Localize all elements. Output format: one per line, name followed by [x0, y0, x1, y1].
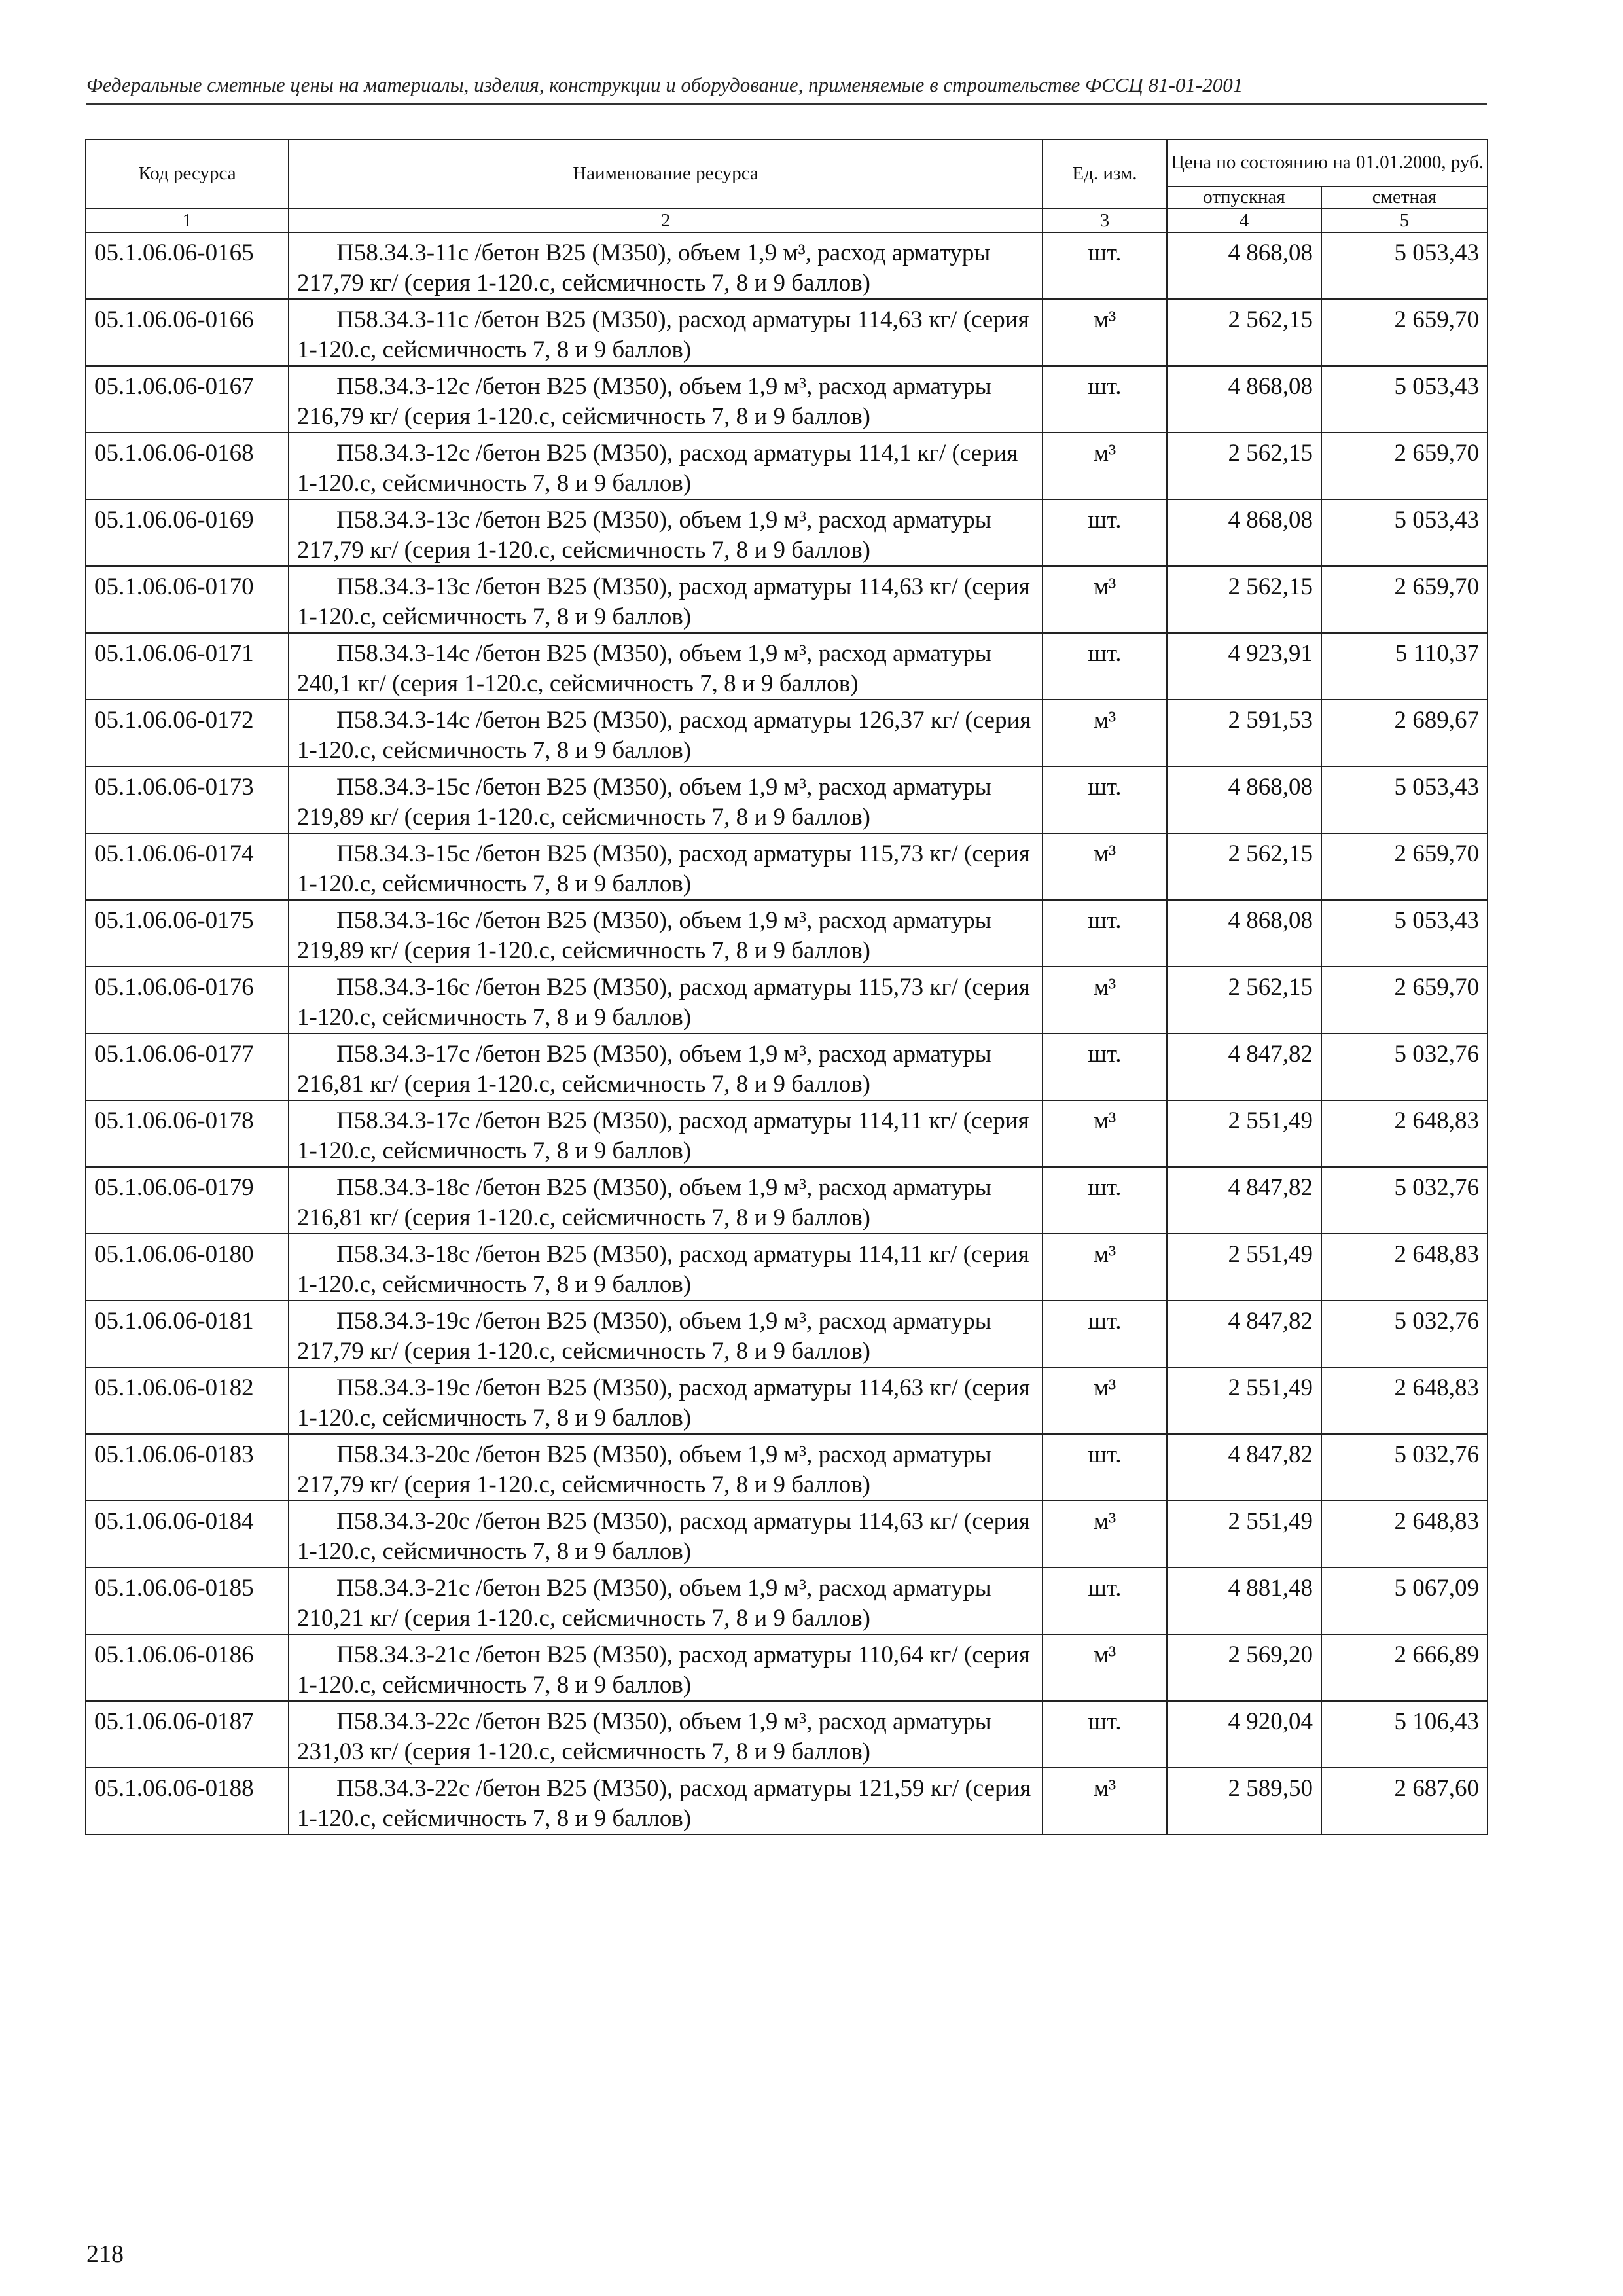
resource-name [289, 633, 1043, 700]
resource-name [289, 299, 1043, 366]
resource-name [289, 366, 1043, 433]
column-index-row [86, 209, 1488, 232]
table-row [86, 833, 1488, 900]
table-row [86, 232, 1488, 299]
unit-of-measure: шт. [1043, 499, 1167, 566]
estimate-price: 2 648,83 [1321, 1100, 1488, 1167]
table-row [86, 299, 1488, 366]
table-row [86, 1033, 1488, 1100]
release-price: 2 562,15 [1167, 433, 1321, 499]
resource-name [289, 1300, 1043, 1367]
column-index: 4 [1167, 209, 1321, 232]
resource-name [289, 1634, 1043, 1701]
resource-name-text: П58.34.3-17с /бетон В25 (М350), объем 1,9 м³, расход арматуры 216,81 кг/ (серия 1-120.с, сейсмичность 7, 8 и 9 баллов) [297, 1041, 991, 1098]
resource-name-text: П58.34.3-19с /бетон В25 (М350), объем 1,9 м³, расход арматуры 217,79 кг/ (серия 1-120.с, сейсмичность 7, 8 и 9 баллов) [297, 1308, 991, 1365]
estimate-price: 2 648,83 [1321, 1501, 1488, 1568]
resource-name-text: П58.34.3-13с /бетон В25 (М350), объем 1,9 м³, расход арматуры 217,79 кг/ (серия 1-120.с, сейсмичность 7, 8 и 9 баллов) [297, 507, 991, 564]
resource-name [289, 1701, 1043, 1768]
estimate-price: 2 659,70 [1321, 299, 1488, 366]
resource-name-text: П58.34.3-11с /бетон В25 (М350), объем 1,9 м³, расход арматуры 217,79 кг/ (серия 1-120.с, сейсмичность 7, 8 и 9 баллов) [297, 240, 991, 296]
resource-code: 05.1.06.06-0176 [86, 967, 289, 1033]
table-row [86, 1434, 1488, 1501]
resource-name-text: П58.34.3-13с /бетон В25 (М350), расход арматуры 114,63 кг/ (серия 1-120.с, сейсмичность 7, 8 и 9 баллов) [297, 573, 1030, 630]
resource-name [289, 1167, 1043, 1234]
resource-name-text: П58.34.3-14с /бетон В25 (М350), расход арматуры 126,37 кг/ (серия 1-120.с, сейсмичность 7, 8 и 9 баллов) [297, 707, 1031, 764]
table-row [86, 1167, 1488, 1234]
release-price: 2 589,50 [1167, 1768, 1321, 1835]
estimate-price: 2 659,70 [1321, 833, 1488, 900]
unit-of-measure: шт. [1043, 1033, 1167, 1100]
page-number: 218 [86, 2240, 124, 2268]
resource-code: 05.1.06.06-0175 [86, 900, 289, 967]
resource-code: 05.1.06.06-0186 [86, 1634, 289, 1701]
resource-code: 05.1.06.06-0169 [86, 499, 289, 566]
header-name: Наименование ресурса [289, 139, 1043, 209]
table-row [86, 366, 1488, 433]
release-price: 4 868,08 [1167, 366, 1321, 433]
table-row [86, 1234, 1488, 1300]
resource-name [289, 766, 1043, 833]
estimate-price: 2 689,67 [1321, 700, 1488, 766]
estimate-price: 2 687,60 [1321, 1768, 1488, 1835]
unit-of-measure: м³ [1043, 1100, 1167, 1167]
release-price: 4 847,82 [1167, 1300, 1321, 1367]
resource-name-text: П58.34.3-18с /бетон В25 (М350), объем 1,9 м³, расход арматуры 216,81 кг/ (серия 1-120.с, сейсмичность 7, 8 и 9 баллов) [297, 1174, 991, 1231]
resource-name-text: П58.34.3-16с /бетон В25 (М350), объем 1,9 м³, расход арматуры 219,89 кг/ (серия 1-120.с, сейсмичность 7, 8 и 9 баллов) [297, 907, 991, 964]
table-row [86, 1100, 1488, 1167]
unit-of-measure: м³ [1043, 566, 1167, 633]
table-row [86, 1367, 1488, 1434]
unit-of-measure: шт. [1043, 900, 1167, 967]
estimate-price: 2 648,83 [1321, 1234, 1488, 1300]
resource-code: 05.1.06.06-0168 [86, 433, 289, 499]
resource-code: 05.1.06.06-0170 [86, 566, 289, 633]
estimate-price: 5 032,76 [1321, 1033, 1488, 1100]
resource-code: 05.1.06.06-0187 [86, 1701, 289, 1768]
resource-code: 05.1.06.06-0167 [86, 366, 289, 433]
resource-code: 05.1.06.06-0184 [86, 1501, 289, 1568]
column-index: 3 [1043, 209, 1167, 232]
table-row [86, 566, 1488, 633]
unit-of-measure: м³ [1043, 299, 1167, 366]
unit-of-measure: м³ [1043, 433, 1167, 499]
resource-code: 05.1.06.06-0179 [86, 1167, 289, 1234]
release-price: 4 920,04 [1167, 1701, 1321, 1768]
table-row [86, 900, 1488, 967]
resource-name-text: П58.34.3-12с /бетон В25 (М350), объем 1,9 м³, расход арматуры 216,79 кг/ (серия 1-120.с, сейсмичность 7, 8 и 9 баллов) [297, 373, 991, 430]
table-row [86, 433, 1488, 499]
table-row [86, 700, 1488, 766]
release-price: 4 868,08 [1167, 499, 1321, 566]
resource-name [289, 1100, 1043, 1167]
resource-code: 05.1.06.06-0180 [86, 1234, 289, 1300]
estimate-price: 2 648,83 [1321, 1367, 1488, 1434]
table-body [86, 232, 1488, 1835]
column-index: 2 [289, 209, 1043, 232]
resource-name [289, 1768, 1043, 1835]
resource-name [289, 967, 1043, 1033]
header-estimate-price: сметная [1321, 187, 1488, 209]
estimate-price: 5 053,43 [1321, 499, 1488, 566]
unit-of-measure: м³ [1043, 1367, 1167, 1434]
resource-name [289, 499, 1043, 566]
estimate-price: 5 053,43 [1321, 366, 1488, 433]
estimate-price: 2 666,89 [1321, 1634, 1488, 1701]
release-price: 2 562,15 [1167, 299, 1321, 366]
table-row [86, 1568, 1488, 1634]
resource-code: 05.1.06.06-0177 [86, 1033, 289, 1100]
resource-name [289, 1033, 1043, 1100]
resource-code: 05.1.06.06-0174 [86, 833, 289, 900]
estimate-price: 5 067,09 [1321, 1568, 1488, 1634]
unit-of-measure: шт. [1043, 1568, 1167, 1634]
resource-name-text: П58.34.3-17с /бетон В25 (М350), расход арматуры 114,11 кг/ (серия 1-120.с, сейсмичность 7, 8 и 9 баллов) [297, 1107, 1029, 1164]
resource-name [289, 700, 1043, 766]
estimate-price: 2 659,70 [1321, 433, 1488, 499]
estimate-price: 5 106,43 [1321, 1701, 1488, 1768]
resource-name [289, 900, 1043, 967]
resource-name-text: П58.34.3-21с /бетон В25 (М350), объем 1,9 м³, расход арматуры 210,21 кг/ (серия 1-120.с, сейсмичность 7, 8 и 9 баллов) [297, 1575, 991, 1632]
resource-code: 05.1.06.06-0188 [86, 1768, 289, 1835]
unit-of-measure: шт. [1043, 1434, 1167, 1501]
resource-name-text: П58.34.3-21с /бетон В25 (М350), расход арматуры 110,64 кг/ (серия 1-120.с, сейсмичность 7, 8 и 9 баллов) [297, 1641, 1030, 1698]
resource-name-text: П58.34.3-20с /бетон В25 (М350), расход арматуры 114,63 кг/ (серия 1-120.с, сейсмичность 7, 8 и 9 баллов) [297, 1508, 1030, 1565]
header-release-price: отпускная [1167, 187, 1321, 209]
release-price: 2 591,53 [1167, 700, 1321, 766]
unit-of-measure: м³ [1043, 1768, 1167, 1835]
estimate-price: 5 053,43 [1321, 766, 1488, 833]
column-index: 5 [1321, 209, 1488, 232]
page-header: Федеральные сметные цены на материалы, изделия, конструкции и оборудование, применяемые в строительстве ФССЦ 81-01-2001 [86, 73, 1243, 96]
resource-code: 05.1.06.06-0185 [86, 1568, 289, 1634]
unit-of-measure: м³ [1043, 967, 1167, 1033]
resource-name [289, 833, 1043, 900]
resource-code: 05.1.06.06-0183 [86, 1434, 289, 1501]
table-row [86, 1300, 1488, 1367]
release-price: 2 551,49 [1167, 1501, 1321, 1568]
estimate-price: 5 053,43 [1321, 900, 1488, 967]
resource-name-text: П58.34.3-12с /бетон В25 (М350), расход арматуры 114,1 кг/ (серия 1-120.с, сейсмичность 7, 8 и 9 баллов) [297, 440, 1018, 497]
resource-name-text: П58.34.3-22с /бетон В25 (М350), расход арматуры 121,59 кг/ (серия 1-120.с, сейсмичность 7, 8 и 9 баллов) [297, 1775, 1031, 1832]
resource-code: 05.1.06.06-0165 [86, 232, 289, 299]
release-price: 4 868,08 [1167, 900, 1321, 967]
unit-of-measure: м³ [1043, 1634, 1167, 1701]
resource-code: 05.1.06.06-0173 [86, 766, 289, 833]
resource-code: 05.1.06.06-0172 [86, 700, 289, 766]
release-price: 4 923,91 [1167, 633, 1321, 700]
release-price: 2 562,15 [1167, 833, 1321, 900]
resource-name-text: П58.34.3-11с /бетон В25 (М350), расход арматуры 114,63 кг/ (серия 1-120.с, сейсмичность 7, 8 и 9 баллов) [297, 306, 1029, 363]
table-row [86, 967, 1488, 1033]
release-price: 4 868,08 [1167, 232, 1321, 299]
unit-of-measure: шт. [1043, 766, 1167, 833]
table-row [86, 1501, 1488, 1568]
release-price: 2 551,49 [1167, 1367, 1321, 1434]
unit-of-measure: м³ [1043, 833, 1167, 900]
resource-name [289, 232, 1043, 299]
resource-name-text: П58.34.3-20с /бетон В25 (М350), объем 1,9 м³, расход арматуры 217,79 кг/ (серия 1-120.с, сейсмичность 7, 8 и 9 баллов) [297, 1441, 991, 1498]
estimate-price: 5 110,37 [1321, 633, 1488, 700]
resource-name [289, 433, 1043, 499]
estimate-price: 5 032,76 [1321, 1434, 1488, 1501]
unit-of-measure: шт. [1043, 232, 1167, 299]
release-price: 4 847,82 [1167, 1033, 1321, 1100]
unit-of-measure: шт. [1043, 1300, 1167, 1367]
table-row [86, 1768, 1488, 1835]
header-divider [86, 103, 1487, 105]
release-price: 4 868,08 [1167, 766, 1321, 833]
header-price-group: Цена по состоянию на 01.01.2000, руб. [1167, 139, 1488, 187]
release-price: 4 847,82 [1167, 1434, 1321, 1501]
resource-name [289, 1501, 1043, 1568]
resource-code: 05.1.06.06-0166 [86, 299, 289, 366]
release-price: 2 551,49 [1167, 1100, 1321, 1167]
resource-name-text: П58.34.3-18с /бетон В25 (М350), расход арматуры 114,11 кг/ (серия 1-120.с, сейсмичность 7, 8 и 9 баллов) [297, 1241, 1029, 1298]
resource-code: 05.1.06.06-0178 [86, 1100, 289, 1167]
estimate-price: 2 659,70 [1321, 967, 1488, 1033]
resource-name [289, 1434, 1043, 1501]
resource-name-text: П58.34.3-19с /бетон В25 (М350), расход арматуры 114,63 кг/ (серия 1-120.с, сейсмичность 7, 8 и 9 баллов) [297, 1374, 1030, 1431]
table-row [86, 499, 1488, 566]
table-row [86, 766, 1488, 833]
price-table [85, 139, 1488, 1835]
table-row [86, 633, 1488, 700]
unit-of-measure: шт. [1043, 633, 1167, 700]
unit-of-measure: м³ [1043, 1501, 1167, 1568]
release-price: 2 562,15 [1167, 566, 1321, 633]
resource-name [289, 1568, 1043, 1634]
resource-name-text: П58.34.3-15с /бетон В25 (М350), объем 1,9 м³, расход арматуры 219,89 кг/ (серия 1-120.с, сейсмичность 7, 8 и 9 баллов) [297, 774, 991, 831]
release-price: 2 562,15 [1167, 967, 1321, 1033]
unit-of-measure: м³ [1043, 700, 1167, 766]
release-price: 2 569,20 [1167, 1634, 1321, 1701]
resource-name [289, 566, 1043, 633]
estimate-price: 5 032,76 [1321, 1300, 1488, 1367]
column-index: 1 [86, 209, 289, 232]
resource-name-text: П58.34.3-16с /бетон В25 (М350), расход арматуры 115,73 кг/ (серия 1-120.с, сейсмичность 7, 8 и 9 баллов) [297, 974, 1030, 1031]
unit-of-measure: шт. [1043, 1701, 1167, 1768]
table-row [86, 1634, 1488, 1701]
table-header [86, 139, 1488, 232]
resource-code: 05.1.06.06-0171 [86, 633, 289, 700]
header-code: Код ресурса [86, 139, 289, 209]
resource-name-text: П58.34.3-14с /бетон В25 (М350), объем 1,9 м³, расход арматуры 240,1 кг/ (серия 1-120.с, сейсмичность 7, 8 и 9 баллов) [297, 640, 991, 697]
estimate-price: 2 659,70 [1321, 566, 1488, 633]
release-price: 2 551,49 [1167, 1234, 1321, 1300]
unit-of-measure: шт. [1043, 1167, 1167, 1234]
estimate-price: 5 032,76 [1321, 1167, 1488, 1234]
release-price: 4 881,48 [1167, 1568, 1321, 1634]
header-unit: Ед. изм. [1043, 139, 1167, 209]
estimate-price: 5 053,43 [1321, 232, 1488, 299]
resource-name [289, 1234, 1043, 1300]
resource-name [289, 1367, 1043, 1434]
unit-of-measure: м³ [1043, 1234, 1167, 1300]
release-price: 4 847,82 [1167, 1167, 1321, 1234]
resource-code: 05.1.06.06-0182 [86, 1367, 289, 1434]
resource-code: 05.1.06.06-0181 [86, 1300, 289, 1367]
table-row [86, 1701, 1488, 1768]
unit-of-measure: шт. [1043, 366, 1167, 433]
resource-name-text: П58.34.3-22с /бетон В25 (М350), объем 1,9 м³, расход арматуры 231,03 кг/ (серия 1-120.с, сейсмичность 7, 8 и 9 баллов) [297, 1708, 991, 1765]
resource-name-text: П58.34.3-15с /бетон В25 (М350), расход арматуры 115,73 кг/ (серия 1-120.с, сейсмичность 7, 8 и 9 баллов) [297, 840, 1030, 897]
